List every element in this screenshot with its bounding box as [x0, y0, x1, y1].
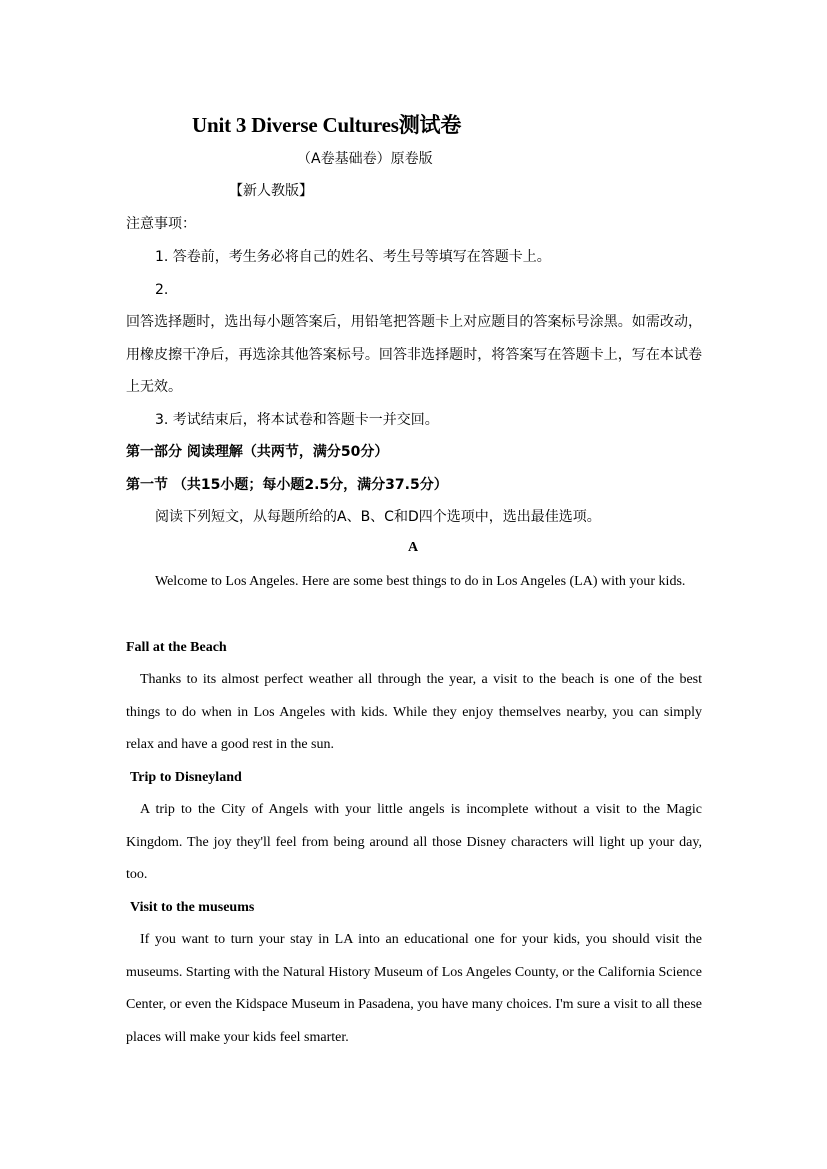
note-item-2-number: 2.	[155, 282, 169, 298]
section-sub-heading: 第一节 （共15小题；每小题2.5分，满分37.5分）	[126, 477, 448, 493]
section-instruction: 阅读下列短文，从每题所给的A、B、C和D四个选项中，选出最佳选项。	[155, 509, 601, 525]
note-item-1: 1. 答卷前，考生务必将自己的姓名、考生号等填写在答题卡上。	[155, 249, 551, 265]
edition-label: 【新人教版】	[229, 183, 313, 199]
page-title: Unit 3 Diverse Cultures测试卷	[192, 113, 462, 137]
passage-heading-museums: Visit to the museums	[130, 900, 255, 915]
section-part-heading: 第一部分 阅读理解（共两节，满分50分）	[126, 444, 389, 460]
passage-paragraph-disneyland: A trip to the City of Angels with your little angels is incomplete without a visit to the Magic Kingdom. The joy they'll feel from being around all those Disney characters will light up your day, too.	[126, 802, 702, 882]
note-item-3: 3. 考试结束后，将本试卷和答题卡一并交回。	[155, 412, 439, 428]
passage-paragraph-beach: Thanks to its almost perfect weather all through the year, a visit to the beach is one of the best things to do when in Los Angeles with kids. While they enjoy themselves nearby, you can simply relax and have a good rest in the sun.	[126, 672, 702, 752]
passage-heading-disneyland: Trip to Disneyland	[130, 770, 242, 785]
notes-heading: 注意事项：	[126, 216, 196, 232]
note-item-2-text: 回答选择题时，选出每小题答案后，用铅笔把答题卡上对应题目的答案标号涂黑。如需改动，用橡皮擦干净后，再选涂其他答案标号。回答非选择题时，将答案写在答题卡上，写在本试卷上无效。	[126, 314, 702, 395]
passage-paragraph-museums: If you want to turn your stay in LA into an educational one for your kids, you should visit the museums. Starting with the Natural History Museum of Los Angeles County, or the California Science Center, or even the Kidspace Museum in Pasadena, you have many choices. I'm sure a visit to all these places will make your kids feel smarter.	[126, 932, 702, 1045]
passage-intro: Welcome to Los Angeles. Here are some best things to do in Los Angeles (LA) with your kids.	[155, 574, 686, 589]
passage-heading-beach: Fall at the Beach	[126, 640, 227, 655]
passage-label: A	[408, 540, 419, 555]
page-subtitle: （A卷基础卷）原卷版	[297, 151, 433, 167]
